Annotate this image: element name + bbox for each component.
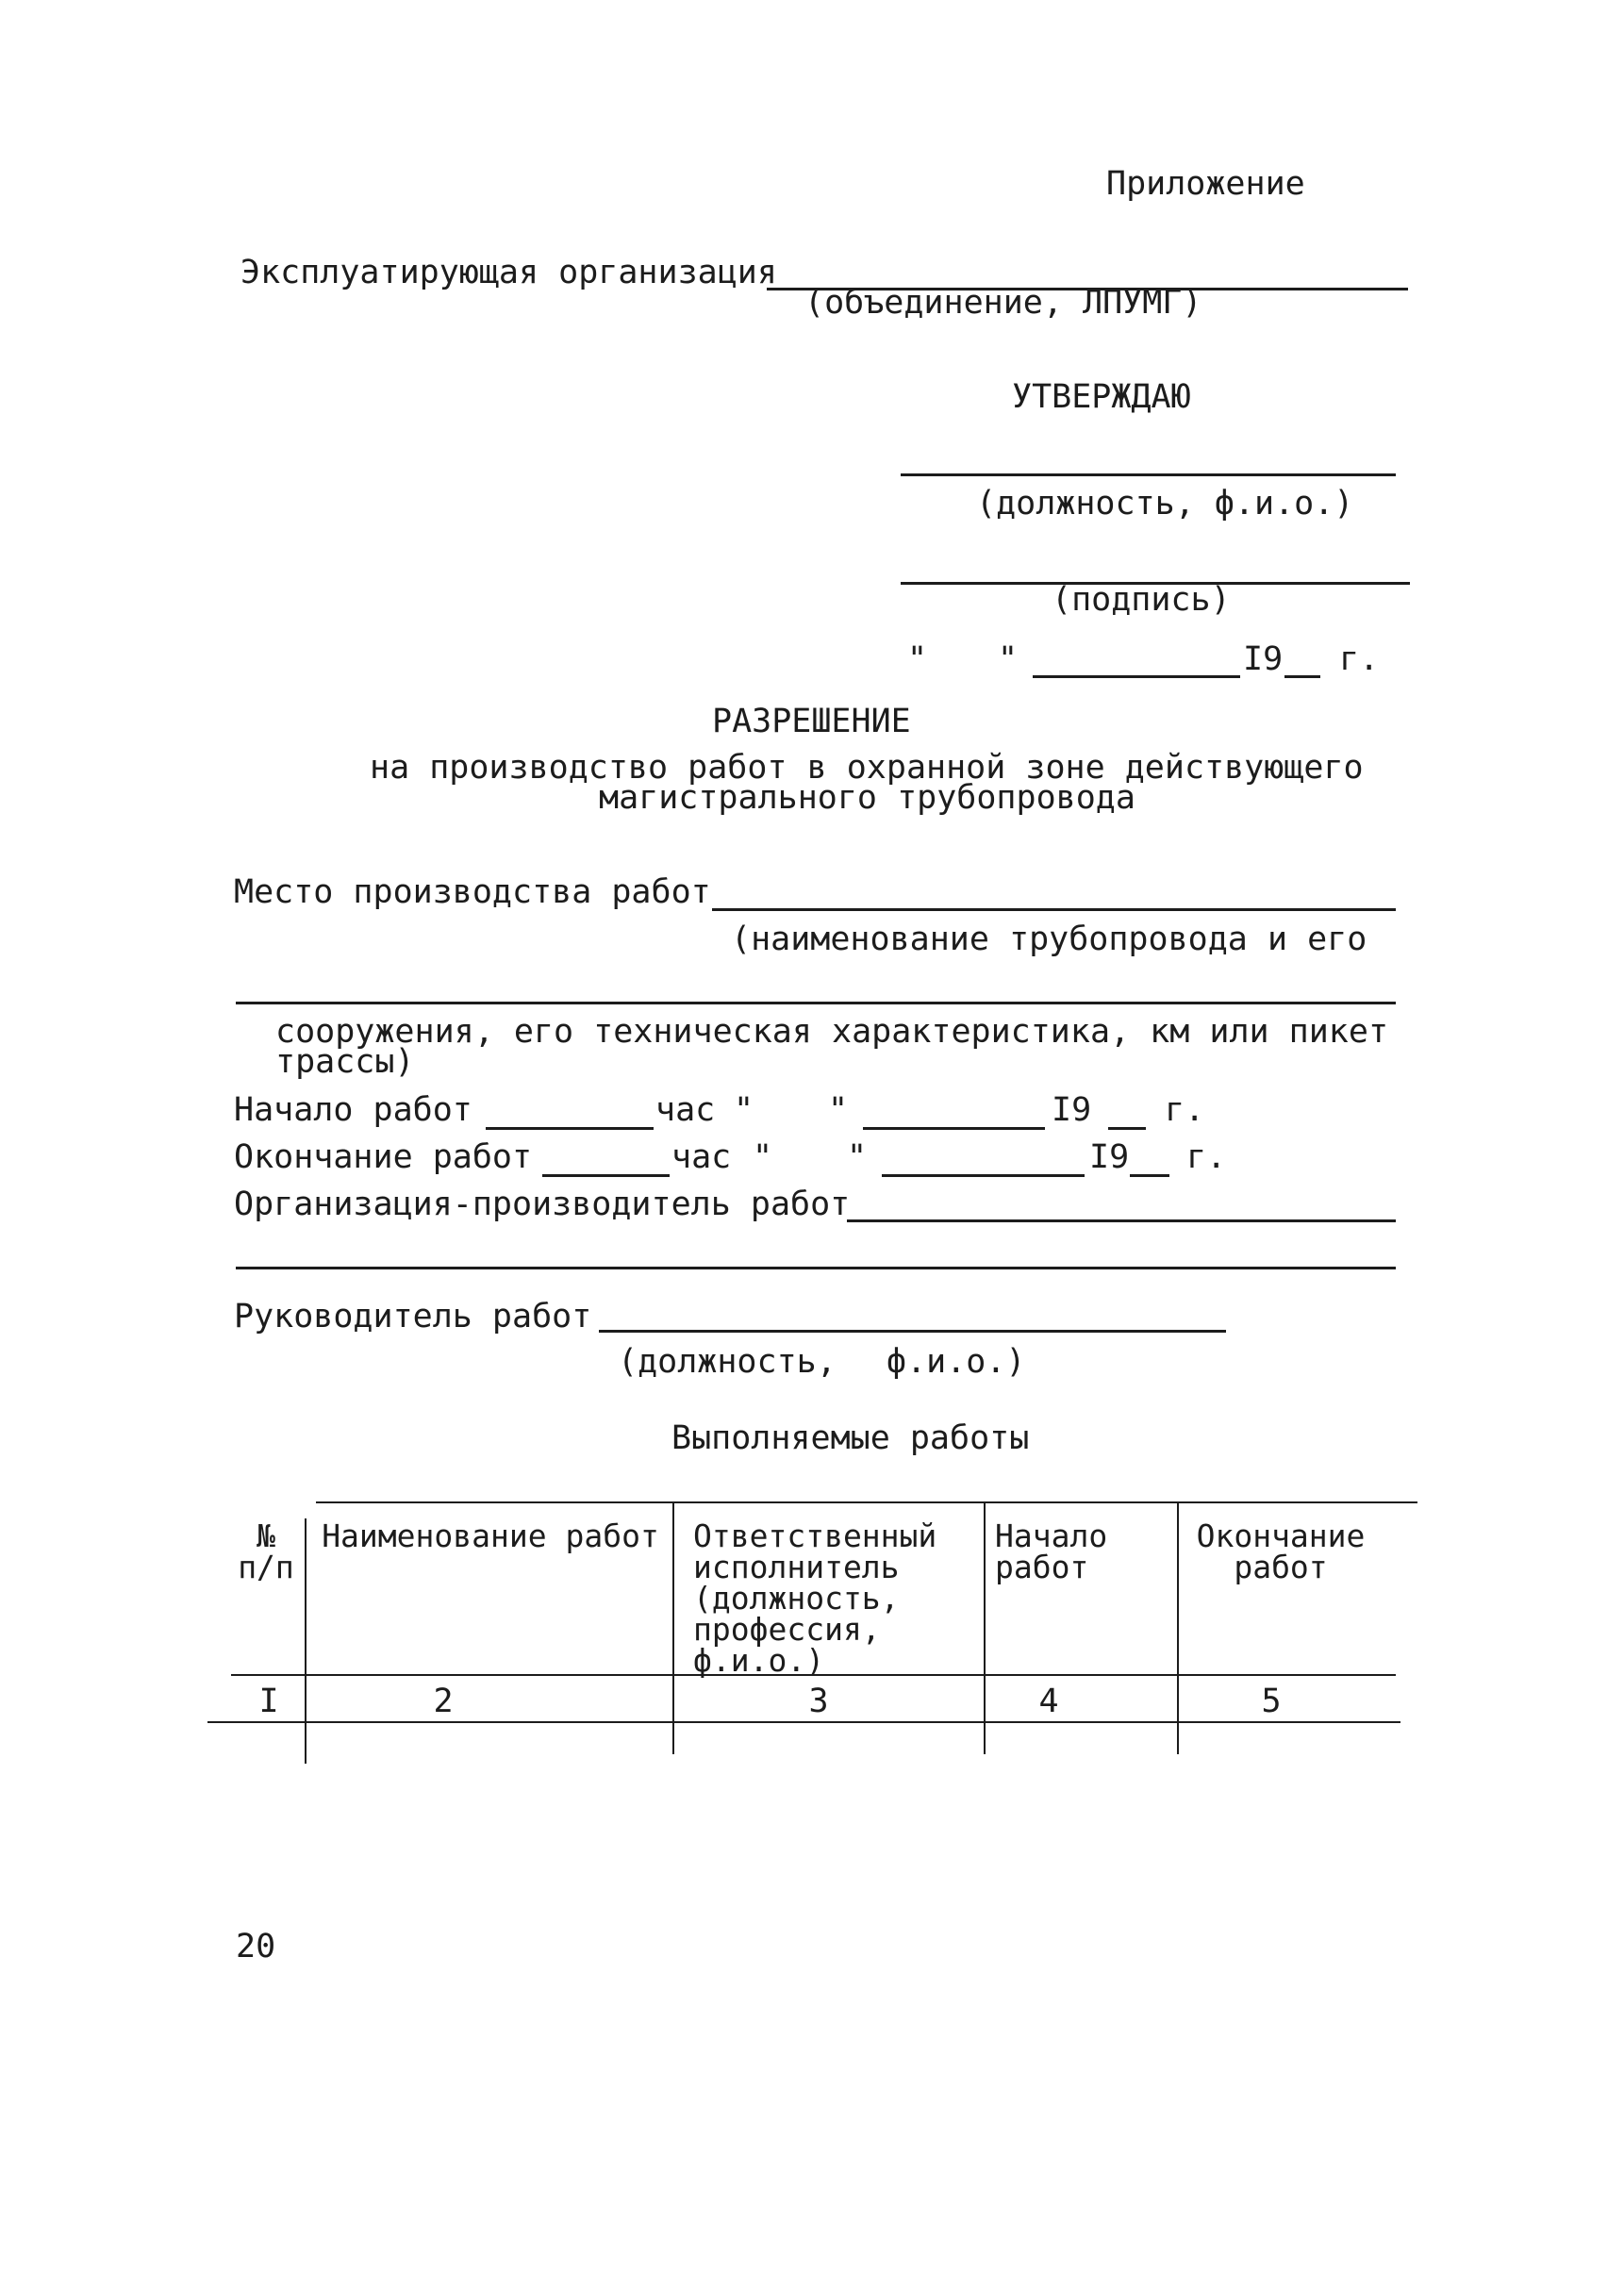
works-table-header-start: Начало работ — [995, 1517, 1108, 1585]
document-subtitle-line1: на производство работ в охранной зоне действующего — [370, 749, 1364, 787]
works-table-colnum-3: 3 — [808, 1683, 829, 1720]
works-table-title: Выполняемые работы — [671, 1419, 1030, 1457]
contractor-label: Организация-производитель работ — [234, 1186, 851, 1223]
start-hour-line[interactable] — [486, 1127, 654, 1130]
start-year-line[interactable] — [1108, 1127, 1146, 1130]
approval-position-line[interactable] — [901, 473, 1396, 476]
start-year-prefix: I9 — [1052, 1091, 1092, 1129]
works-table-header-name: Наименование работ — [322, 1517, 659, 1554]
approval-date-quote-close: " — [998, 640, 1019, 678]
end-quote-open: " — [753, 1138, 773, 1176]
page-number: 20 — [236, 1928, 276, 1965]
works-table-colnum-4: 4 — [1038, 1683, 1059, 1720]
contractor-field-line-2[interactable] — [236, 1267, 1396, 1269]
supervisor-field-line[interactable] — [599, 1330, 1226, 1333]
work-place-field-line[interactable] — [712, 908, 1396, 911]
works-table-colnum-5: 5 — [1261, 1683, 1282, 1720]
end-hour-label: час — [671, 1138, 732, 1176]
works-table-col-divider-2 — [672, 1501, 674, 1754]
operator-hint: (объединение, ЛПУМГ) — [804, 284, 1202, 322]
works-table-top-border — [316, 1501, 1417, 1503]
end-month-line[interactable] — [882, 1174, 1085, 1177]
end-quote-close: " — [847, 1138, 868, 1176]
operator-label: Эксплуатирующая организация — [240, 254, 777, 291]
document-title: РАЗРЕШЕНИЕ — [712, 703, 911, 740]
work-place-field-line-2[interactable] — [236, 1002, 1396, 1004]
approval-date-year-prefix: I9 — [1243, 640, 1284, 678]
works-table-header-number: № п/п — [238, 1517, 294, 1585]
works-table-col-divider-4 — [1177, 1501, 1179, 1754]
end-hour-line[interactable] — [542, 1174, 670, 1177]
end-label: Окончание работ — [234, 1138, 533, 1176]
works-table-header-responsible: Ответственный исполнитель (должность, профессия, ф.и.о.) — [693, 1517, 937, 1679]
start-hour-label: час — [655, 1091, 716, 1129]
start-label: Начало работ — [234, 1091, 472, 1129]
approval-title: УТВЕРЖДАЮ — [1012, 378, 1191, 416]
approval-date-month-line[interactable] — [1033, 675, 1240, 678]
works-table-number-row-border — [207, 1721, 1400, 1723]
approval-date-year-suffix: г. — [1339, 640, 1380, 678]
works-table-colnum-2: 2 — [433, 1683, 454, 1720]
end-year-line[interactable] — [1130, 1174, 1169, 1177]
start-year-suffix: г. — [1165, 1091, 1205, 1129]
start-quote-open: " — [734, 1091, 754, 1129]
work-place-hint3: трассы) — [275, 1043, 415, 1081]
supervisor-hint-name: ф.и.о.) — [887, 1343, 1026, 1381]
works-table-col-divider-1 — [305, 1518, 307, 1764]
works-table-colnum-1: I — [258, 1683, 279, 1720]
supervisor-hint-position: (должность, — [618, 1343, 837, 1381]
end-year-suffix: г. — [1186, 1138, 1227, 1176]
work-place-label: Место производства работ — [234, 873, 711, 911]
approval-signature-hint: (подпись) — [1052, 581, 1231, 619]
work-place-hint1: (наименование трубопровода и его — [731, 920, 1367, 958]
approval-date-quote-open: " — [907, 640, 928, 678]
approval-date-year-line[interactable] — [1284, 675, 1320, 678]
works-table-header-end: Окончание работ — [1196, 1517, 1366, 1585]
work-place-hint2: сооружения, его техническая характеристика, км или пикет — [275, 1013, 1389, 1051]
supervisor-label: Руководитель работ — [234, 1298, 592, 1335]
works-table-col-divider-3 — [984, 1501, 986, 1754]
end-year-prefix: I9 — [1089, 1138, 1130, 1176]
start-month-line[interactable] — [863, 1127, 1045, 1130]
contractor-field-line[interactable] — [847, 1219, 1396, 1222]
start-quote-close: " — [828, 1091, 849, 1129]
appendix-label: Приложение — [1106, 165, 1305, 203]
document-subtitle-line2: магистрального трубопровода — [599, 779, 1135, 817]
approval-position-hint: (должность, ф.и.о.) — [976, 485, 1354, 522]
